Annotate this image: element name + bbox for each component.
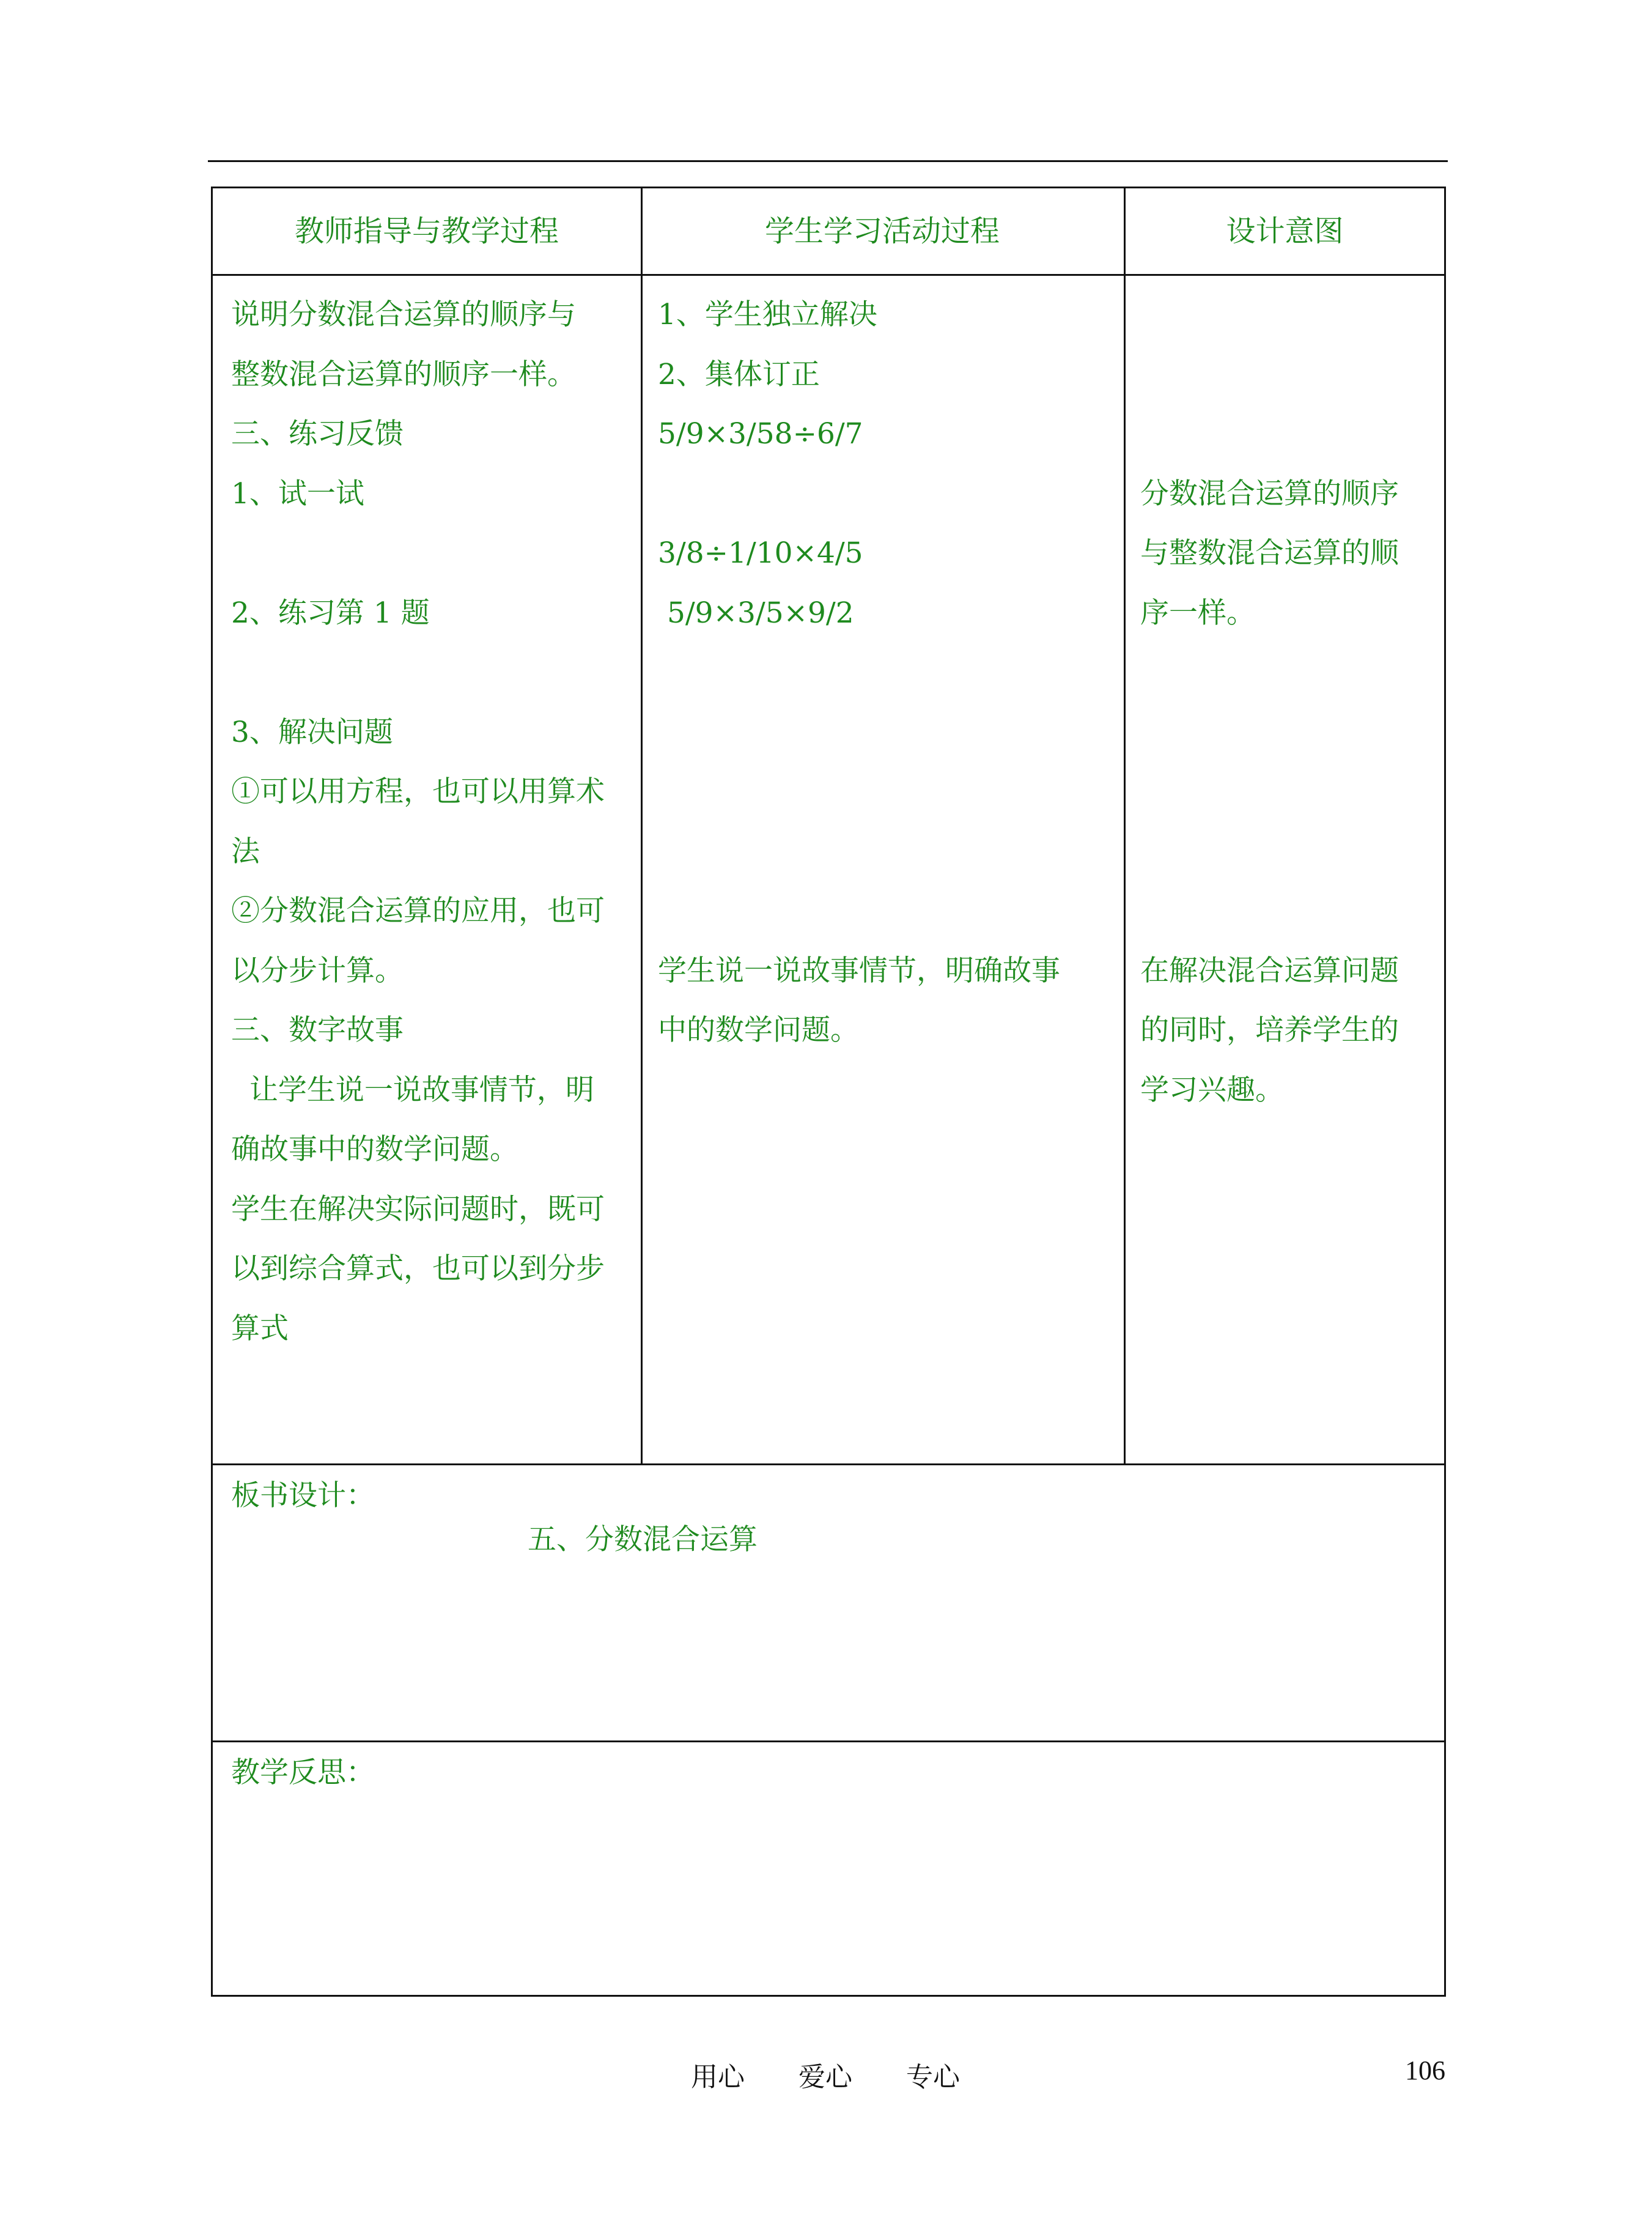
cell-line: 1、学生独立解决 <box>658 298 877 331</box>
footer-motto: 用心 爱心 专心 <box>691 2062 960 2093</box>
cell-line: 以分步计算。 <box>231 953 404 988</box>
cell-line: 分数混合运算的顺序 <box>1140 476 1399 511</box>
cell-line: 学习兴趣。 <box>1140 1073 1284 1107</box>
cell-line <box>1140 822 1443 882</box>
cell-line: 说明分数混合运算的顺序与 <box>231 298 576 331</box>
cell-line <box>1140 762 1443 822</box>
cell-line: 在解决混合运算问题 <box>1140 953 1399 988</box>
cell-line: 以到综合算式，也可以到分步 <box>231 1252 605 1285</box>
header-design-intent: 设计意图 <box>1226 214 1344 248</box>
cell-line: ②分数混合运算的应用，也可 <box>231 894 605 928</box>
cell-line: 学生在解决实际问题时，既可 <box>231 1192 605 1226</box>
cell-line <box>1140 881 1443 941</box>
cell-line <box>1140 404 1443 464</box>
cell-line <box>1140 345 1443 405</box>
student-activity-cell <box>658 285 1123 1459</box>
cell-line <box>231 523 635 583</box>
cell-line: 学生说一说故事情节，明确故事 <box>658 953 1060 988</box>
cell-line: 5/9×3/58÷6/7 <box>658 417 863 451</box>
cell-line <box>1140 643 1443 703</box>
cell-line: 2、练习第 1 题 <box>231 596 430 630</box>
header-teacher-process: 教师指导与教学过程 <box>294 214 559 248</box>
cell-line <box>1140 703 1443 763</box>
cell-line: 序一样。 <box>1140 596 1255 630</box>
cell-line: 与整数混合运算的顺 <box>1140 536 1399 570</box>
cell-line: 2、集体订正 <box>658 357 820 391</box>
cell-line <box>658 703 1123 763</box>
board-row-divider <box>213 1463 1444 1465</box>
cell-line <box>231 643 635 703</box>
cell-line: 5/9×3/5×9/2 <box>658 596 854 630</box>
header-student-activity: 学生学习活动过程 <box>764 214 1000 248</box>
header-rule <box>208 160 1448 162</box>
cell-line: ①可以用方程，也可以用算术 <box>231 775 605 808</box>
cell-line: 法 <box>231 834 260 868</box>
cell-line <box>658 881 1123 941</box>
cell-line <box>658 643 1123 703</box>
cell-line <box>658 464 1123 524</box>
cell-line: 整数混合运算的顺序一样。 <box>231 357 576 391</box>
cell-line: 确故事中的数学问题。 <box>231 1133 518 1166</box>
lesson-plan-table <box>211 187 1446 1997</box>
board-design-label: 板书设计： <box>231 1479 375 1512</box>
cell-line: 三、练习反馈 <box>231 417 404 451</box>
cell-line: 中的数学问题。 <box>658 1013 859 1047</box>
page-number: 106 <box>1405 2055 1445 2085</box>
cell-line: 1、试一试 <box>231 476 364 511</box>
teaching-reflection-label: 教学反思： <box>231 1756 375 1789</box>
cell-line <box>1140 285 1443 345</box>
cell-line <box>658 762 1123 822</box>
cell-line: 3/8÷1/10×4/5 <box>658 536 863 570</box>
cell-line <box>658 822 1123 882</box>
board-design-title: 五、分数混合运算 <box>528 1523 758 1556</box>
design-intent-cell <box>1140 285 1443 1459</box>
reflection-row-divider <box>213 1740 1444 1742</box>
header-row-divider <box>213 274 1444 276</box>
cell-line: 的同时，培养学生的 <box>1140 1013 1399 1047</box>
cell-line: 3、解决问题 <box>231 715 393 749</box>
cell-line: 让学生说一说故事情节，明 <box>231 1073 594 1107</box>
column-divider-1 <box>641 188 643 1463</box>
cell-line: 算式 <box>231 1311 289 1345</box>
column-divider-2 <box>1124 188 1126 1463</box>
cell-line: 三、数字故事 <box>231 1013 404 1047</box>
teacher-process-cell <box>231 285 635 1459</box>
